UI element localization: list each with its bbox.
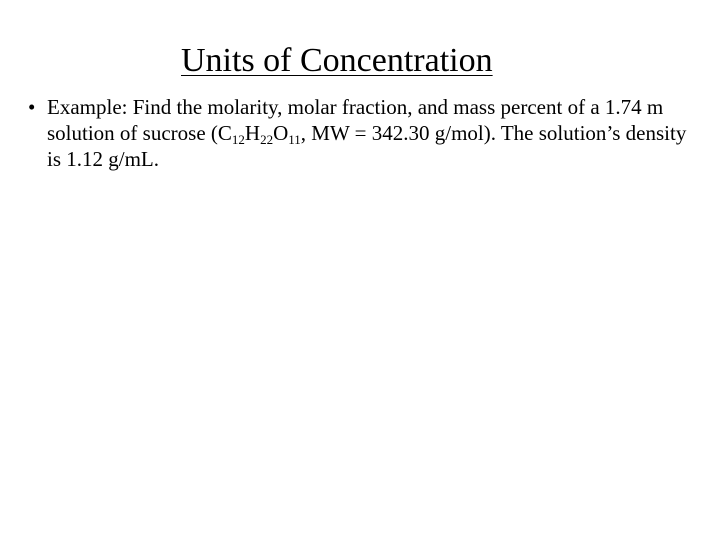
carbon-subscript: 12 xyxy=(231,132,245,147)
example-text xyxy=(47,94,698,172)
hydrogen-symbol: H xyxy=(244,121,261,145)
slide-title: Units of Concentration xyxy=(181,42,493,79)
example-lead: Example: Find the molarity, molar fraction, and mass percent of a 1.74 m solution of sucrose (C xyxy=(47,95,664,145)
slide-body xyxy=(28,94,698,172)
example-tail: , MW = 342.30 g/mol). The solution’s density is 1.12 g/mL. xyxy=(47,121,687,171)
oxygen-subscript: 11 xyxy=(288,132,301,147)
bullet-item xyxy=(28,94,698,172)
hydrogen-subscript: 22 xyxy=(260,132,274,147)
oxygen-symbol: O xyxy=(273,121,289,145)
bullet-icon: • xyxy=(28,95,36,119)
